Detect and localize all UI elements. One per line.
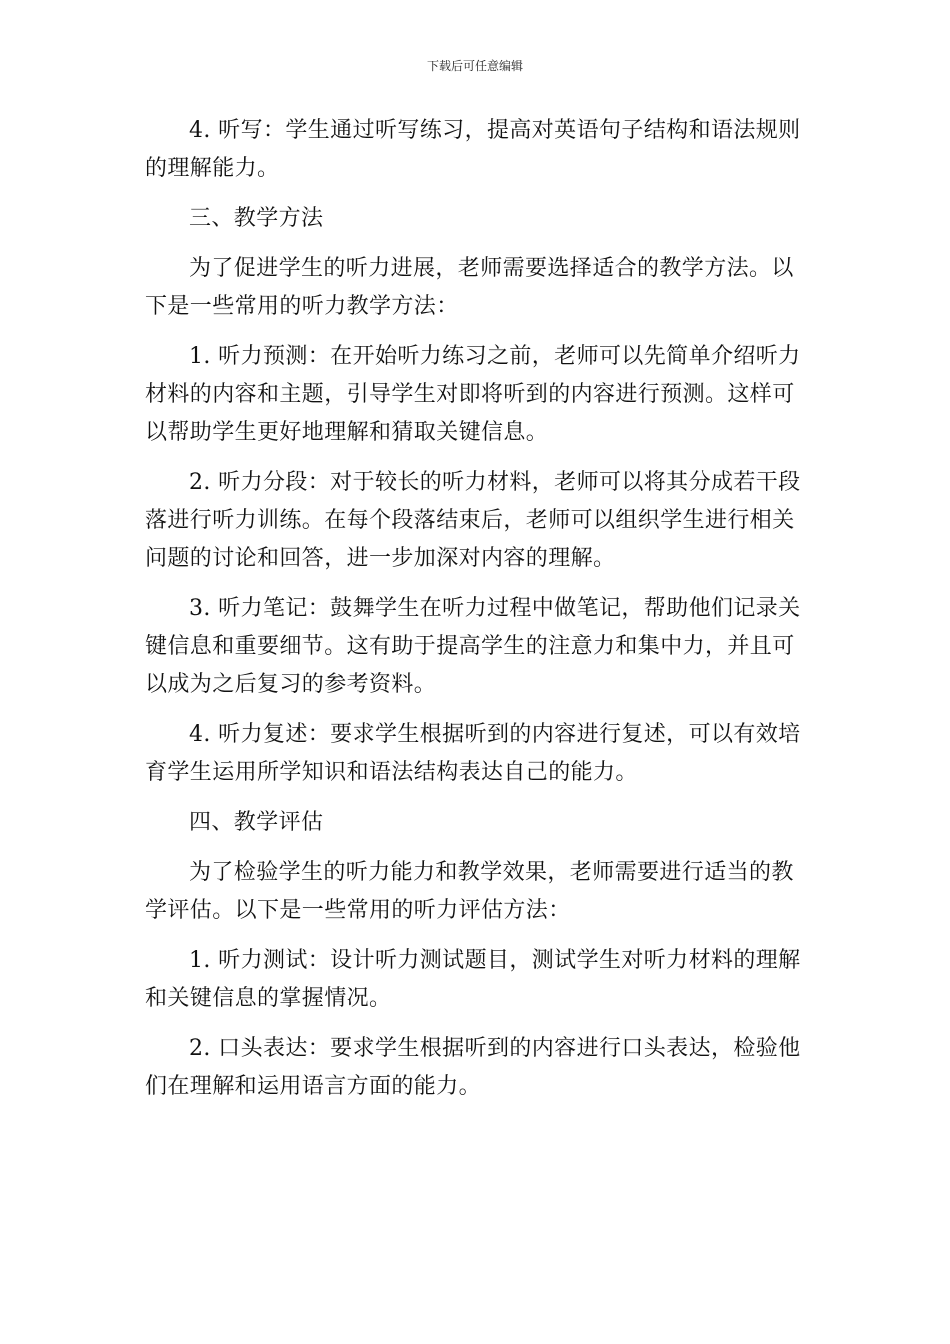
paragraph-gap	[145, 326, 807, 338]
paragraph-gap	[145, 238, 807, 250]
page-header: 下载后可任意编辑	[426, 59, 523, 73]
paragraph-gap	[145, 578, 807, 590]
paragraph-gap	[145, 842, 807, 854]
paragraph-methods-intro: 为了促进学生的听力进展，老师需要选择适合的教学方法。以下是一些常用的听力教学方法：	[145, 256, 794, 319]
section-heading-teaching-evaluation: 四、教学评估	[189, 810, 324, 835]
paragraph-gap	[145, 1018, 807, 1030]
paragraph-evaluation-intro: 为了检验学生的听力能力和教学效果，老师需要进行适当的教学评估。以下是一些常用的听力评估方法：	[145, 860, 794, 923]
paragraph-listening-notes: 3. 听力笔记：鼓舞学生在听力过程中做笔记，帮助他们记录关键信息和重要细节。这有助于提高学生的注意力和集中力，并且可以成为之后复习的参考资料。	[145, 596, 801, 697]
paragraph-gap	[145, 704, 807, 716]
paragraph-gap	[145, 930, 807, 942]
paragraph-gap	[145, 792, 807, 804]
section-heading-teaching-methods: 三、教学方法	[189, 206, 324, 231]
paragraph-gap	[145, 452, 807, 464]
document-body	[145, 112, 807, 1106]
paragraph-oral-expression: 2. 口头表达：要求学生根据听到的内容进行口头表达，检验他们在理解和运用语言方面的能力。	[145, 1036, 801, 1099]
paragraph-listening-prediction: 1. 听力预测：在开始听力练习之前，老师可以先简单介绍听力材料的内容和主题，引导学生对即将听到的内容进行预测。这样可以帮助学生更好地理解和猜取关键信息。	[145, 344, 801, 445]
paragraph-listening-retelling: 4. 听力复述：要求学生根据听到的内容进行复述，可以有效培育学生运用所学知识和语法结构表达自己的能力。	[145, 722, 801, 785]
paragraph-gap	[145, 188, 807, 200]
paragraph-dictation: 4. 听写：学生通过听写练习，提高对英语句子结构和语法规则的理解能力。	[145, 118, 801, 181]
paragraph-listening-test: 1. 听力测试：设计听力测试题目，测试学生对听力材料的理解和关键信息的掌握情况。	[145, 948, 801, 1011]
paragraph-listening-segmentation: 2. 听力分段：对于较长的听力材料，老师可以将其分成若干段落进行听力训练。在每个段落结束后，老师可以组织学生进行相关问题的讨论和回答，进一步加深对内容的理解。	[145, 470, 801, 571]
